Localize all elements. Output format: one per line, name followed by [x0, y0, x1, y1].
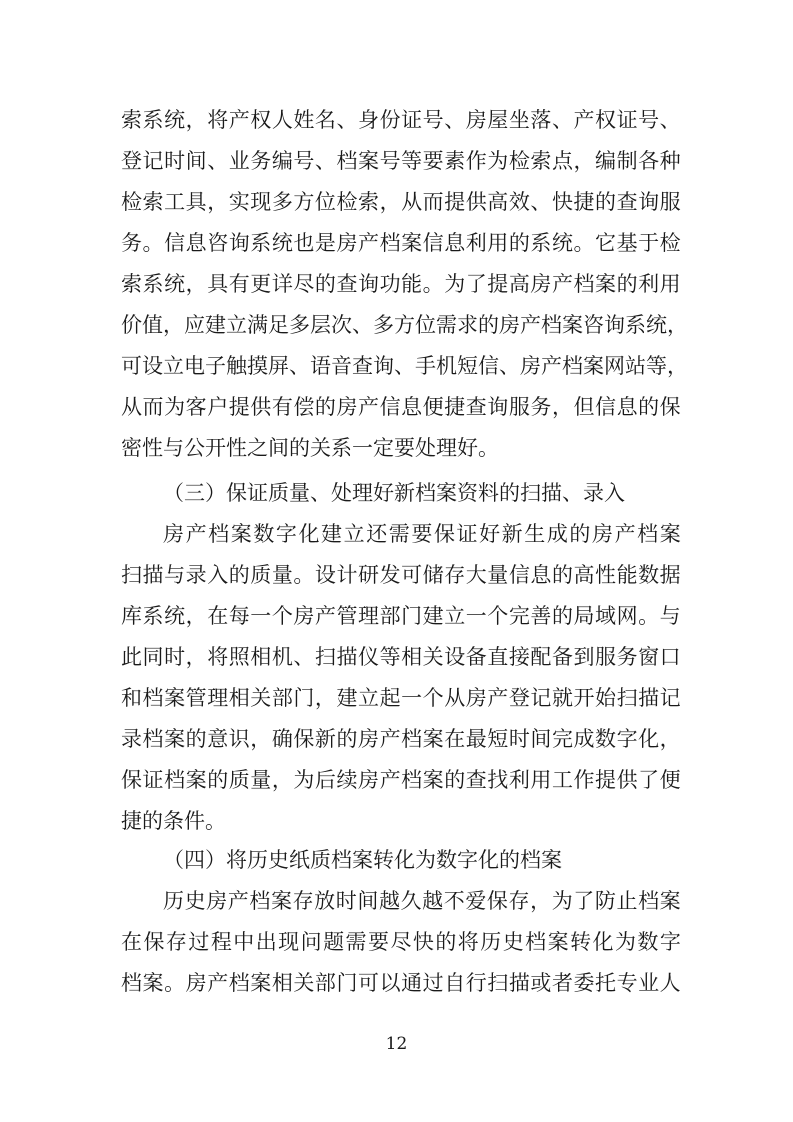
paragraph-line: 保 证 档 案 的 质 量 ， 为 后 续 房 产 档 案 的 查 找 利 用 工 作 提 供 了 便	[121, 768, 681, 792]
paragraph-line: 价 值 ， 应 建 立 满 足 多 层 次 、 多 方 位 需 求 的 房 产 档 案 咨 询 系 统 ，	[121, 313, 688, 337]
paragraph-line: 索 系 统 ， 具 有 更 详 尽 的 查 询 功 能 。 为 了 提 高 房 产 档 案 的 利 用	[121, 272, 681, 296]
section-heading: （三）保证质量、处理好新档案资料的扫描、录入	[163, 481, 625, 505]
paragraph-line: 捷的条件。	[121, 809, 226, 833]
paragraph-line: 从 而 为 客 户 提 供 有 偿 的 房 产 信 息 便 捷 查 询 服 务 ， 但 信 息 的 保	[121, 395, 681, 419]
paragraph-line: 和 档 案 管 理 相 关 部 门 ， 建 立 起 一 个 从 房 产 登 记 就 开 始 扫 描 记	[121, 686, 681, 710]
paragraph-line: 可 设 立 电 子 触 摸 屏 、 语 音 查 询 、 手 机 短 信 、 房 产 档 案 网 站 等 ，	[121, 354, 688, 378]
paragraph-line: 此 同 时 ， 将 照 相 机 、 扫 描 仪 等 相 关 设 备 直 接 配 备 到 服 务 窗 口	[121, 645, 681, 669]
paragraph-line: 在 保 存 过 程 中 出 现 问 题 需 要 尽 快 的 将 历 史 档 案 转 化 为 数 字	[121, 930, 681, 954]
page-number: 12	[385, 1034, 408, 1054]
paragraph-line: 索 系 统 ， 将 产 权 人 姓 名 、 身 份 证 号 、 房 屋 坐 落 、 产 权 证 号 、	[121, 108, 681, 132]
paragraph-line: 登 记 时 间 、 业 务 编 号 、 档 案 号 等 要 素 作 为 检 索 点 ， 编 制 各 种	[121, 149, 681, 173]
paragraph-line: 检 索 工 具 ， 实 现 多 方 位 检 索 ， 从 而 提 供 高 效 、 快 捷 的 查 询 服	[121, 190, 681, 214]
paragraph-line: 档 案 。 房 产 档 案 相 关 部 门 可 以 通 过 自 行 扫 描 或 者 委 托 专 业 人	[121, 971, 681, 995]
section-heading: （四）将历史纸质档案转化为数字化的档案	[163, 848, 562, 872]
paragraph-line: 务 。 信 息 咨 询 系 统 也 是 房 产 档 案 信 息 利 用 的 系 统 。 它 基 于 检	[121, 231, 681, 255]
paragraph-line: 房 产 档 案 数 字 化 建 立 还 需 要 保 证 好 新 生 成 的 房 产 档 案	[163, 522, 681, 546]
paragraph-line: 密性与公开性之间的关系一定要处理好。	[121, 436, 499, 460]
paragraph-line: 录 档 案 的 意 识 ， 确 保 新 的 房 产 档 案 在 最 短 时 间 完 成 数 字 化 ，	[121, 727, 681, 751]
paragraph-line: 库 系 统 ， 在 每 一 个 房 产 管 理 部 门 建 立 一 个 完 善 的 局 域 网 。 与	[121, 604, 681, 628]
paragraph-line: 历 史 房 产 档 案 存 放 时 间 越 久 越 不 爱 保 存 ， 为 了 防 止 档 案	[163, 889, 681, 913]
paragraph-line: 扫 描 与 录 入 的 质 量 。 设 计 研 发 可 储 存 大 量 信 息 的 高 性 能 数 据	[121, 563, 681, 587]
